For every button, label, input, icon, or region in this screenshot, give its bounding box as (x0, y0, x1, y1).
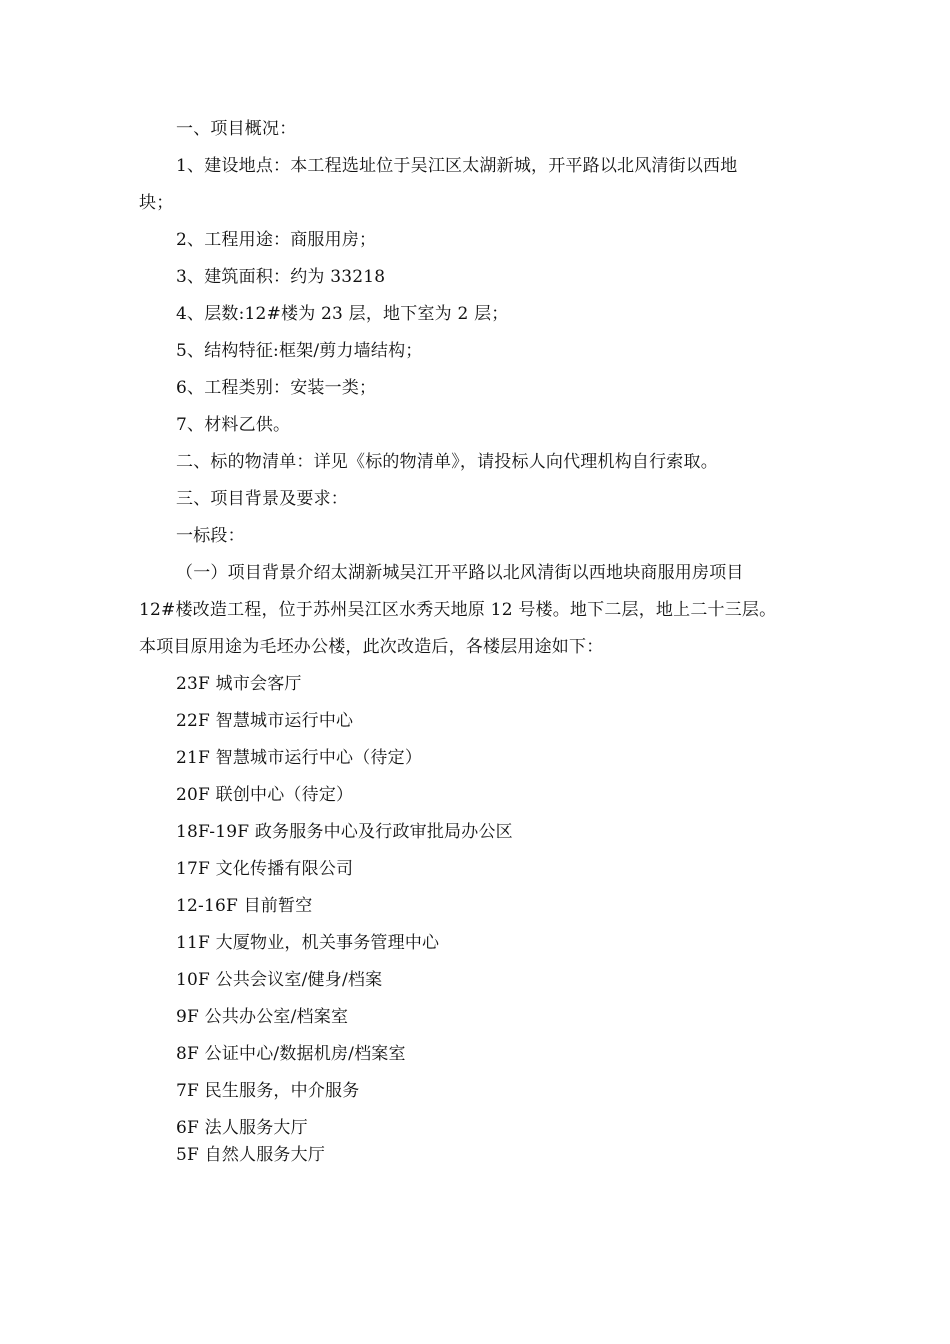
paragraph-location-continued: 块； (139, 193, 174, 213)
paragraph-usage: 2、工程用途：商服用房； (176, 230, 377, 250)
paragraph-structure: 5、结构特征:框架/剪力墙结构； (176, 341, 423, 361)
paragraph-materials: 7、材料乙供。 (176, 415, 291, 435)
floor-item-22f: 22F 智慧城市运行中心 (176, 711, 354, 731)
paragraph-location: 1、建设地点：本工程选址位于吴江区太湖新城，开平路以北风清街以西地 (176, 156, 738, 176)
floor-item-17f: 17F 文化传播有限公司 (176, 859, 354, 879)
section-heading-overview: 一、项目概况： (176, 119, 297, 139)
section-heading-background: 三、项目背景及要求： (176, 489, 348, 509)
floor-item-8f: 8F 公证中心/数据机房/档案室 (176, 1044, 406, 1064)
floor-item-7f: 7F 民生服务，中介服务 (176, 1081, 360, 1101)
floor-item-9f: 9F 公共办公室/档案室 (176, 1007, 349, 1027)
floor-item-5f: 5F 自然人服务大厅 (176, 1145, 326, 1165)
paragraph-background-line3: 本项目原用途为毛坯办公楼，此次改造后，各楼层用途如下： (139, 637, 604, 657)
floor-item-21f: 21F 智慧城市运行中心（待定） (176, 748, 423, 768)
paragraph-category: 6、工程类别：安装一类； (176, 378, 377, 398)
floor-item-10f: 10F 公共会议室/健身/档案 (176, 970, 383, 990)
paragraph-area: 3、建筑面积：约为 33218 (176, 267, 386, 287)
section-heading-inventory: 二、标的物清单：详见《标的物清单》，请投标人向代理机构自行索取。 (176, 452, 718, 472)
floor-item-12-16f: 12-16F 目前暂空 (176, 896, 313, 916)
paragraph-background-line2: 12#楼改造工程，位于苏州吴江区水秀天地原 12 号楼。地下二层，地上二十三层。 (139, 600, 777, 620)
floor-item-11f: 11F 大厦物业，机关事务管理中心 (176, 933, 440, 953)
floor-item-20f: 20F 联创中心（待定） (176, 785, 354, 805)
paragraph-floors: 4、层数:12#楼为 23 层，地下室为 2 层； (176, 304, 509, 324)
lot-heading: 一标段： (176, 526, 245, 546)
floor-item-23f: 23F 城市会客厅 (176, 674, 302, 694)
paragraph-background-intro: （一）项目背景介绍太湖新城吴江开平路以北风清街以西地块商服用房项目 (176, 563, 744, 583)
floor-item-6f: 6F 法人服务大厅 (176, 1118, 308, 1138)
floor-item-18f-19f: 18F-19F 政务服务中心及行政审批局办公区 (176, 822, 513, 842)
